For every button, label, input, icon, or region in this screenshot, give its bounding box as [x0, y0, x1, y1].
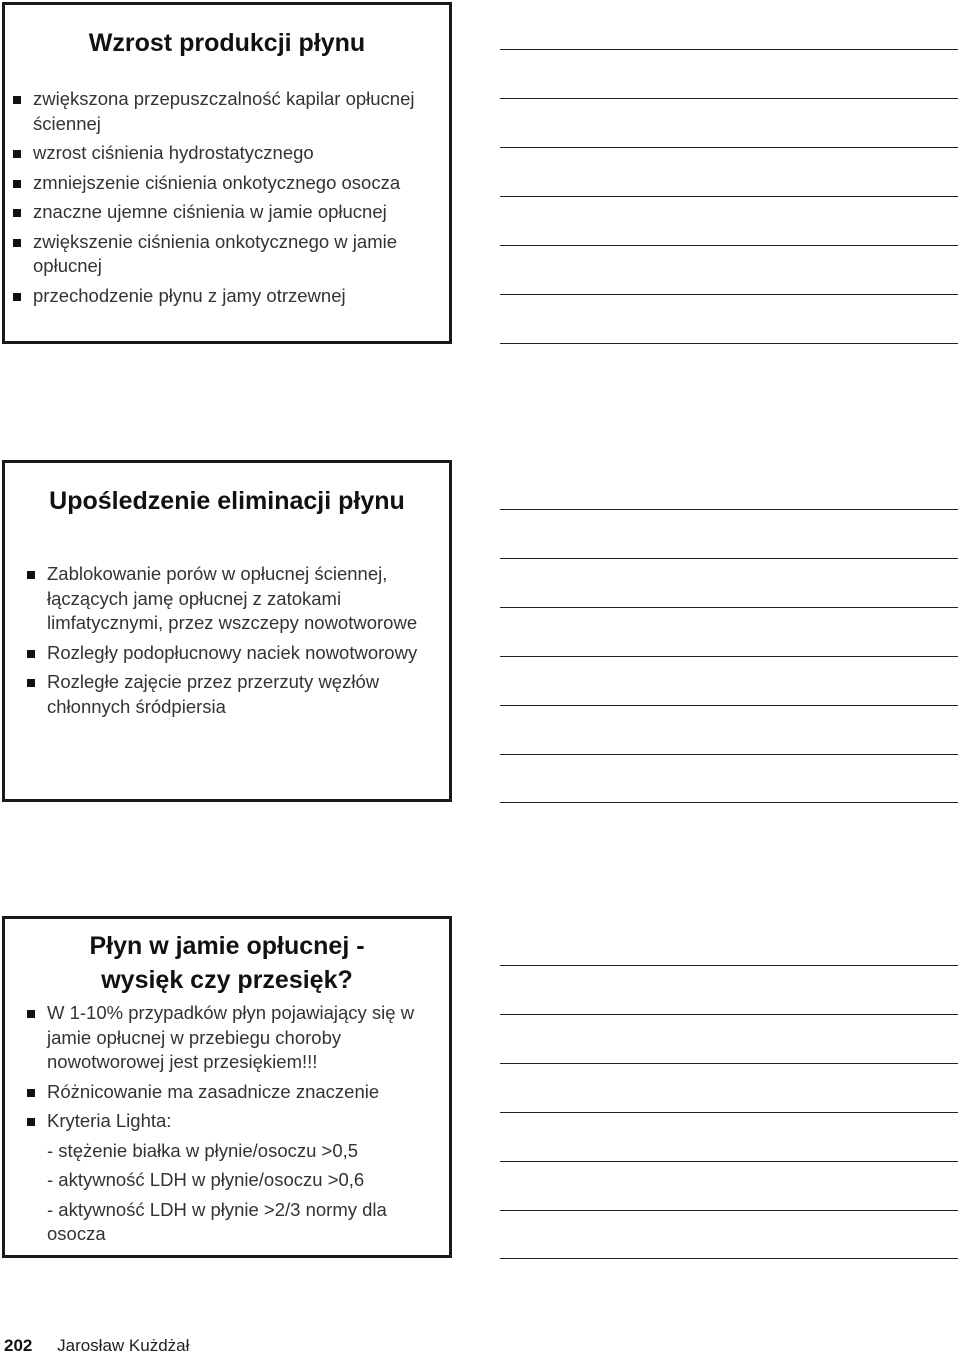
list-item — [47, 1001, 447, 1075]
note-line — [500, 558, 958, 559]
bullet-text: Różnicowanie ma zasadnicze znaczenie — [47, 1080, 380, 1102]
bullet-square-icon — [13, 150, 21, 158]
note-line — [500, 294, 958, 295]
slide-title-line-2: wysięk czy przesięk? — [101, 966, 353, 994]
note-line — [500, 1258, 958, 1259]
bullet-list — [47, 1001, 447, 1252]
bullet-text: zwiększona przepuszczalność kapilar opłucnej ściennej — [33, 88, 415, 134]
bullet-square-icon — [27, 679, 35, 687]
note-line — [500, 1112, 958, 1113]
note-line — [500, 1014, 958, 1015]
bullet-text: znaczne ujemne ciśnienia w jamie opłucnej — [33, 201, 387, 222]
slide-title: Upośledzenie eliminacji płynu — [49, 487, 405, 515]
note-line — [500, 1063, 958, 1064]
bullet-square-icon — [13, 209, 21, 217]
slide-3 — [2, 916, 452, 1258]
list-item — [33, 230, 443, 279]
bullet-text: zwiększenie ciśnienia onkotycznego w jamie opłucnej — [33, 230, 398, 276]
list-item — [33, 284, 443, 309]
page-number: 202 — [4, 1336, 33, 1355]
slide-title — [5, 929, 449, 997]
note-line — [500, 196, 958, 197]
list-item — [47, 1109, 447, 1134]
note-line — [500, 705, 958, 706]
slide-2 — [2, 460, 452, 802]
bullet-square-icon — [27, 1118, 35, 1126]
list-item — [33, 200, 443, 225]
bullet-text: zmniejszenie ciśnienia onkotycznego osocza — [33, 171, 401, 193]
note-line — [500, 98, 958, 99]
note-line — [500, 656, 958, 657]
slide-title: Wzrost produkcji płynu — [88, 29, 366, 57]
list-item — [47, 562, 437, 636]
bullet-text: W 1-10% przypadków płyn pojawiający się w jamie opłucnej w przebiegu choroby nowotworowej jest przesiękiem!!! — [47, 1002, 415, 1072]
slide-1 — [2, 2, 452, 344]
note-line — [500, 754, 958, 755]
bullet-text: Zablokowanie porów w opłucnej ściennej, łączących jamę opłucnej z zatokami limfatycznymi, przez wszczepy nowotworowe — [47, 563, 418, 633]
author-name: Jarosław Kużdżał — [57, 1336, 190, 1355]
bullet-square-icon — [27, 1010, 35, 1018]
note-line — [500, 343, 958, 344]
note-line — [500, 147, 958, 148]
criteria-item: - aktywność LDH w płynie/osoczu >0,6 — [47, 1169, 365, 1190]
bullet-square-icon — [13, 180, 21, 188]
criteria-item: - aktywność LDH w płynie >2/3 normy dla osocza — [47, 1198, 387, 1244]
note-line — [500, 49, 958, 50]
list-item — [33, 141, 443, 166]
bullet-text: Rozległy podopłucnowy naciek nowotworowy — [47, 641, 418, 663]
bullet-square-icon — [13, 293, 21, 301]
note-line — [500, 802, 958, 803]
note-line — [500, 607, 958, 608]
bullet-text: Rozległe zajęcie przez przerzuty węzłów chłonnych śródpiersia — [47, 671, 380, 717]
list-item — [47, 1080, 447, 1105]
bullet-square-icon — [27, 1089, 35, 1097]
bullet-list — [47, 562, 437, 724]
list-item — [47, 670, 437, 719]
bullet-square-icon — [13, 239, 21, 247]
page-footer — [4, 1336, 189, 1356]
note-line — [500, 245, 958, 246]
bullet-text: wzrost ciśnienia hydrostatycznego — [33, 142, 314, 163]
note-line — [500, 509, 958, 510]
slide-title-line-1: Płyn w jamie opłucnej - — [89, 932, 365, 960]
note-line — [500, 965, 958, 966]
bullet-text: Kryteria Lighta: — [47, 1110, 172, 1131]
list-item — [47, 641, 437, 666]
bullet-list — [33, 87, 443, 313]
bullet-text: przechodzenie płynu z jamy otrzewnej — [33, 284, 346, 306]
criteria-item: - stężenie białka w płynie/osoczu >0,5 — [47, 1139, 359, 1161]
bullet-square-icon — [27, 650, 35, 658]
note-line — [500, 1210, 958, 1211]
note-line — [500, 1161, 958, 1162]
bullet-square-icon — [13, 96, 21, 104]
bullet-square-icon — [27, 571, 35, 579]
list-item — [33, 87, 443, 136]
list-item — [33, 171, 443, 196]
